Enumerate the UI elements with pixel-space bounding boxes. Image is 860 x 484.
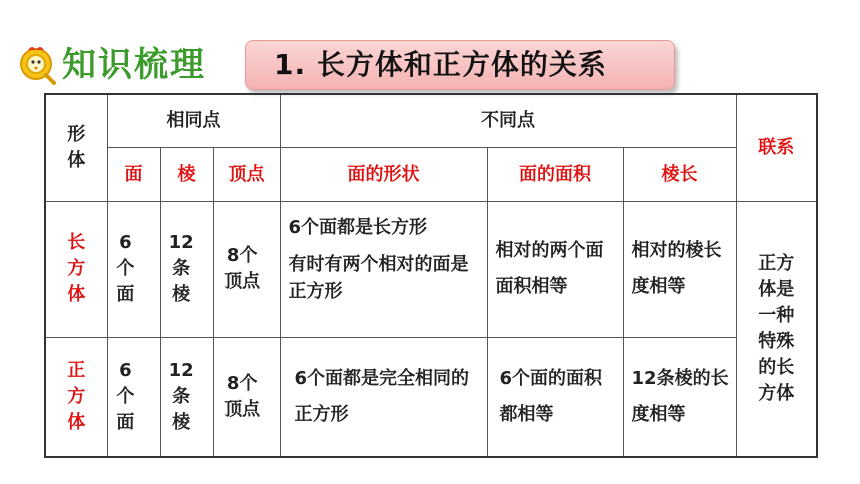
cell-text: 8个顶点: [224, 372, 261, 420]
subheader-vertex: 顶点: [213, 147, 280, 201]
cell-face-area: [487, 337, 623, 457]
corner-cell: [45, 94, 107, 201]
face-shape-line-1: 6个面都是长方形: [288, 216, 428, 238]
cell-text: 6个面: [116, 232, 135, 305]
relation-text: 正方体是一种特殊的长方体: [758, 252, 795, 404]
cell-vertex: [213, 201, 280, 337]
group-diff-header: 不同点: [280, 94, 736, 147]
cell-face: [107, 337, 160, 457]
corner-label: 形体: [67, 123, 86, 171]
cell-text: 12条棱: [168, 359, 194, 433]
subheader-face-area: 面的面积: [487, 147, 623, 201]
subheader-face: 面: [107, 147, 160, 201]
subheader-edge: 棱: [160, 147, 213, 201]
face-shape-line-2: 有时有两个相对的面是正方形: [288, 253, 469, 302]
subheader-edge-length: 棱长: [623, 147, 736, 201]
row-name-label: 长方体: [67, 232, 86, 305]
knowledge-table: [44, 93, 818, 458]
row-name-label: 正方体: [67, 359, 86, 433]
cell-face: [107, 201, 160, 337]
cell-edge: [160, 337, 213, 457]
cell-text: 12条棱: [168, 232, 194, 305]
topic-title: 1. 长方体和正方体的关系: [274, 48, 607, 81]
cell-text: 相对的棱长度相等: [631, 240, 722, 297]
cell-edge-length: [623, 337, 736, 457]
cell-text: 8个顶点: [224, 245, 261, 292]
cell-text: 12条棱的长度相等: [631, 367, 729, 425]
cell-vertex: [213, 337, 280, 457]
cell-text: 相对的两个面面积相等: [495, 240, 604, 297]
cell-face-shape: [280, 201, 487, 337]
relation-header: 联系: [736, 94, 817, 201]
row-name-cube: [45, 337, 107, 457]
topic-banner: [245, 40, 675, 90]
group-same-header: 相同点: [107, 94, 280, 147]
cell-face-area: [487, 201, 623, 337]
cell-text: 6个面的面积都相等: [499, 367, 603, 425]
subheader-face-shape: 面的形状: [280, 147, 487, 201]
section-title: 知识梳理: [62, 45, 206, 85]
cell-text: 6个面: [116, 359, 135, 433]
magnifier-chick-icon: [18, 42, 58, 86]
cell-edge-length: [623, 201, 736, 337]
cell-edge: [160, 201, 213, 337]
cell-text: 6个面都是完全相同的正方形: [294, 367, 470, 425]
cell-face-shape: [280, 337, 487, 457]
row-name-cuboid: [45, 201, 107, 337]
relation-cell: [736, 201, 817, 457]
